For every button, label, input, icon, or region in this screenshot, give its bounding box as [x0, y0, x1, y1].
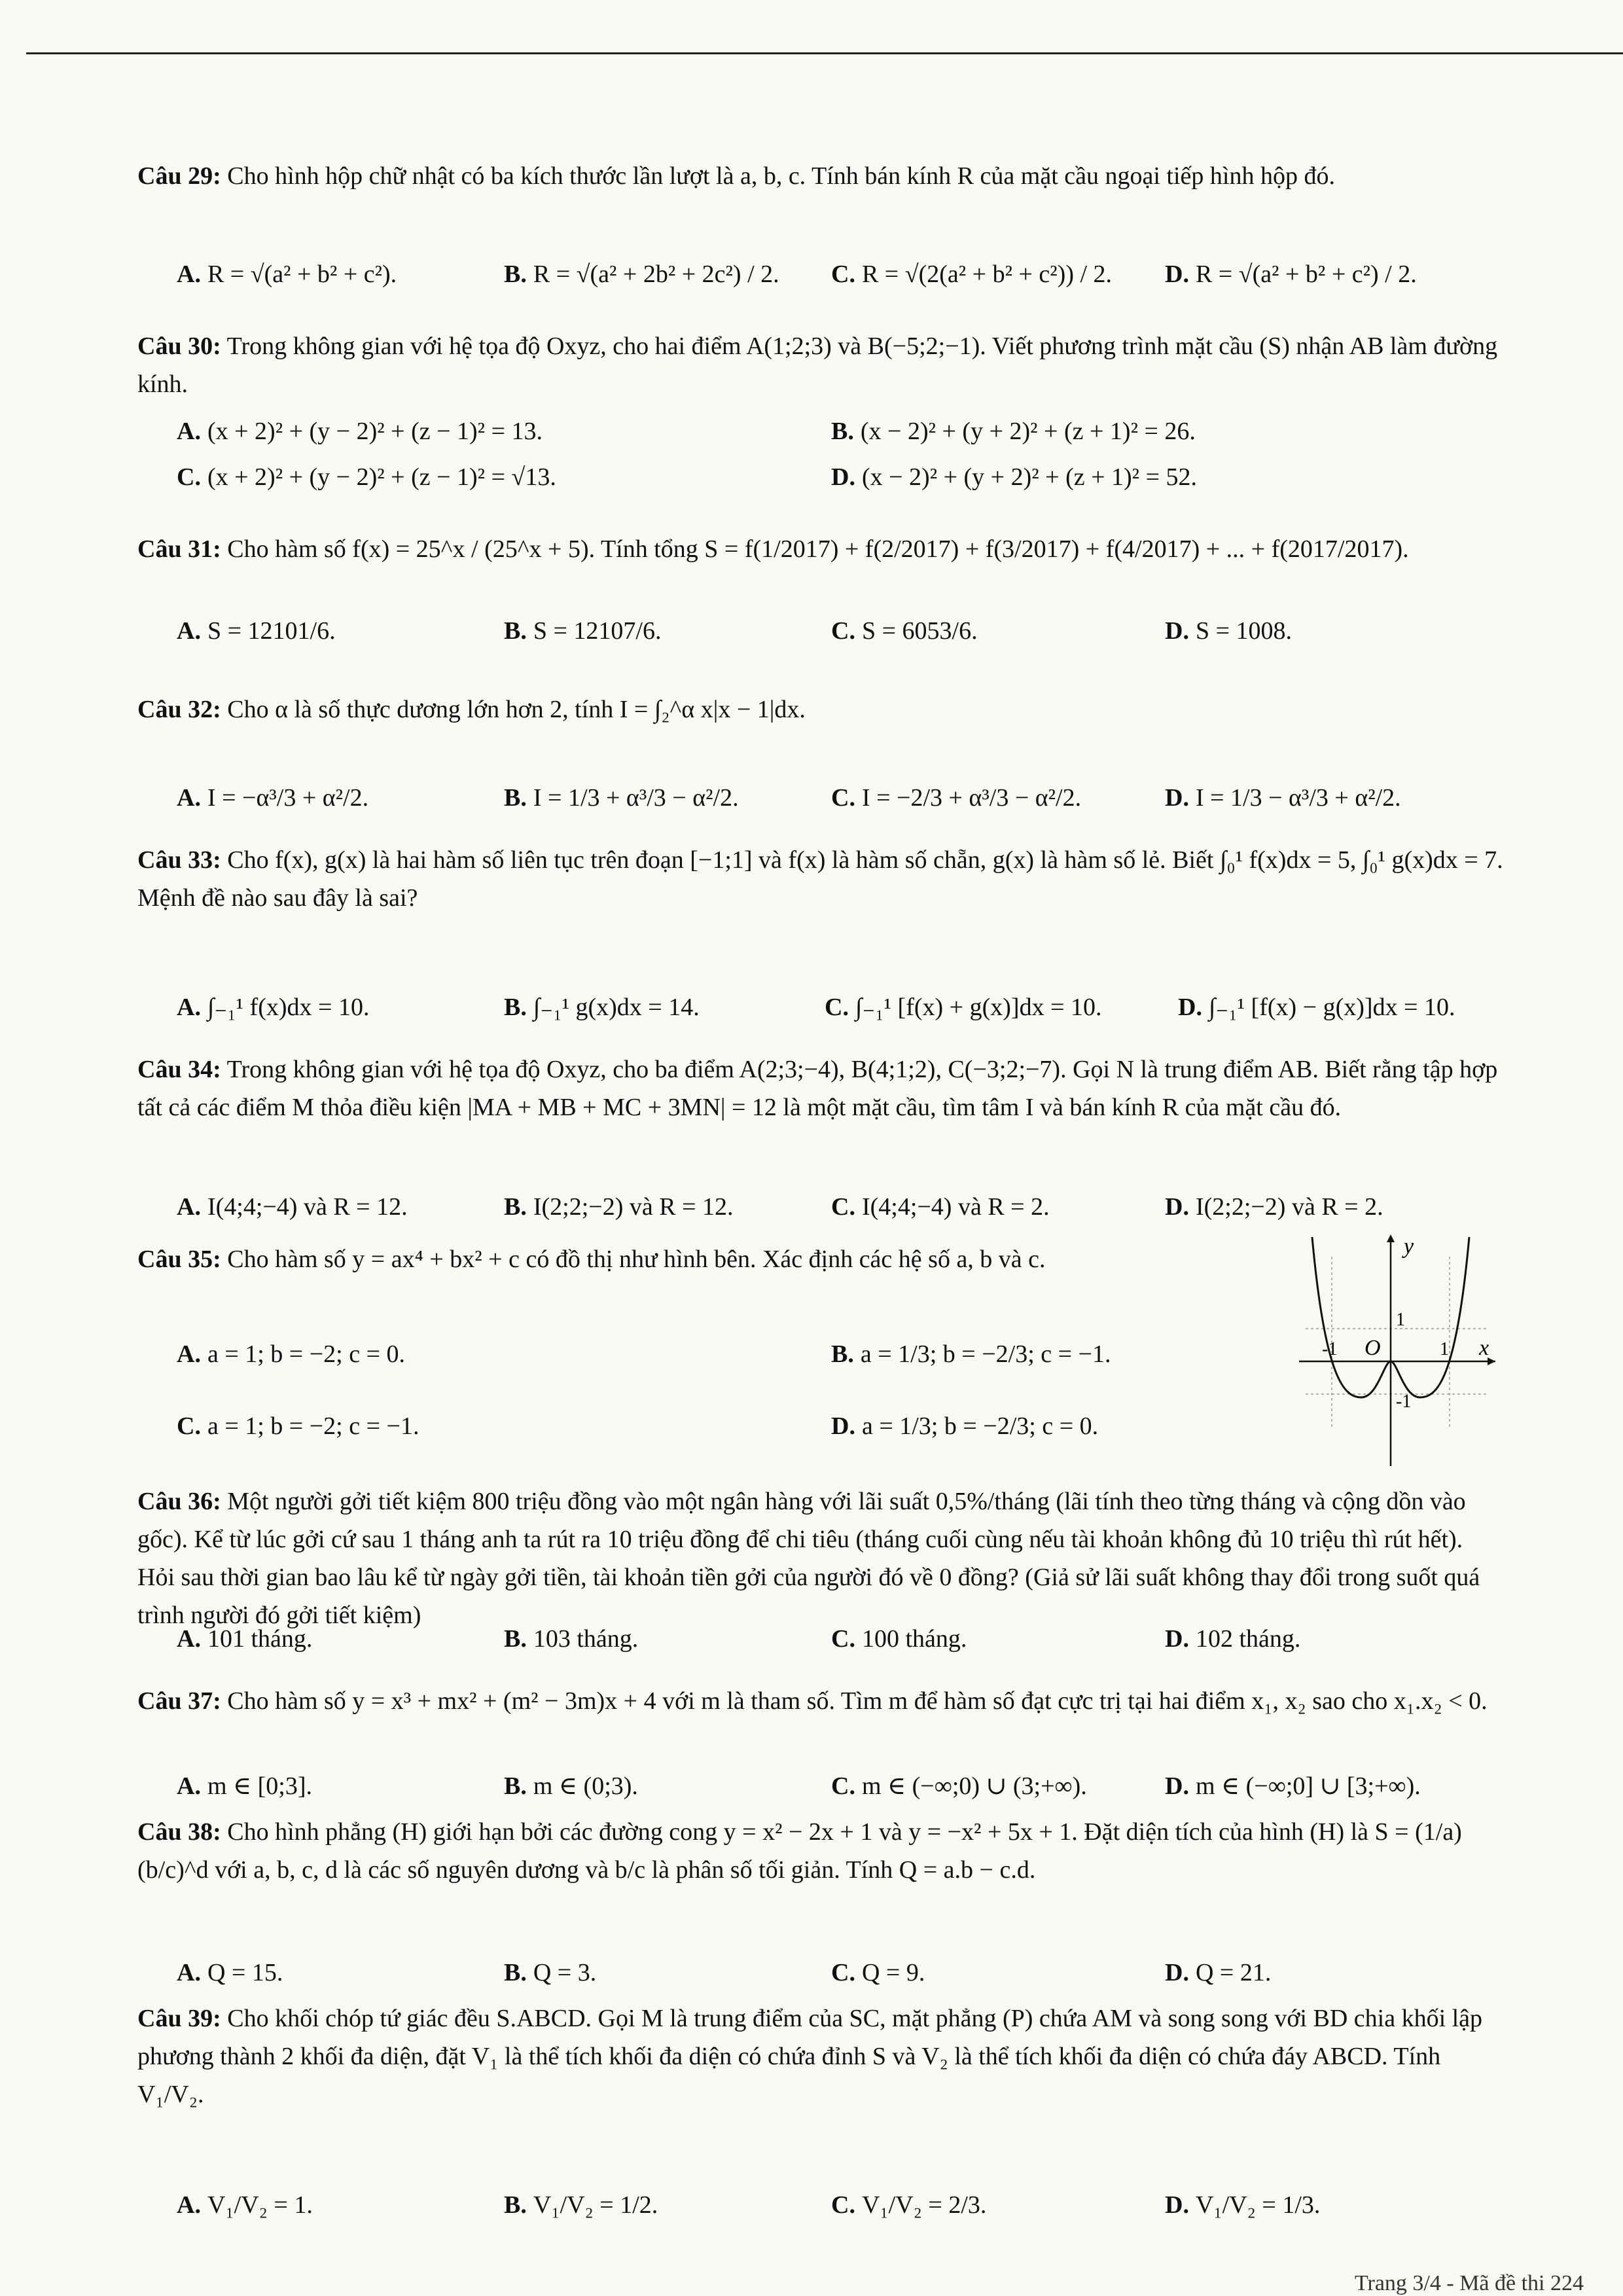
question-label: Câu 31: [137, 535, 221, 563]
option-c[interactable]: C. R = √(2(a² + b² + c²)) / 2. [831, 260, 1113, 288]
tick-neg-one: -1 [1322, 1339, 1338, 1359]
tick-y-one: 1 [1396, 1310, 1405, 1330]
question-35 [137, 1240, 1217, 1278]
question-text: Cho hình hộp chữ nhật có ba kích thước lần lượt là a, b, c. Tính bán kính R của mặt cầu ngoại tiếp hình hộp đó. [227, 162, 1335, 190]
option-b[interactable]: B. I = 1/3 + α³/3 − α²/2. [504, 784, 739, 812]
page-footer: Trang 3/4 - Mã đề thi 224 [1354, 2271, 1584, 2295]
option-b[interactable]: B. m ∈ (0;3). [504, 1772, 638, 1800]
question-37 [137, 1682, 1505, 1720]
option-a[interactable]: A. I(4;4;−4) và R = 12. [177, 1193, 408, 1221]
option-b[interactable]: B. Q = 3. [504, 1959, 597, 1986]
option-b[interactable]: B. ∫₋₁¹ g(x)dx = 14. [504, 994, 700, 1021]
option-a[interactable]: A. Q = 15. [177, 1959, 283, 1986]
option-c[interactable]: C. ∫₋₁¹ [f(x) + g(x)]dx = 10. [825, 994, 1102, 1021]
question-34 [137, 1050, 1505, 1126]
option-a[interactable]: A. V₁/V₂ = 1. [177, 2191, 313, 2219]
option-a[interactable]: A. R = √(a² + b² + c²). [177, 260, 397, 288]
x-axis-label: x [1479, 1336, 1489, 1360]
question-label: Câu 35: [137, 1246, 221, 1273]
option-c[interactable]: C. (x + 2)² + (y − 2)² + (z − 1)² = √13. [177, 463, 556, 491]
option-d[interactable]: D. I(2;2;−2) và R = 2. [1165, 1193, 1383, 1221]
option-a[interactable]: A. ∫₋₁¹ f(x)dx = 10. [177, 994, 370, 1021]
function-graph [1293, 1230, 1502, 1473]
question-30 [137, 327, 1505, 403]
question-label: Câu 34: [137, 1056, 221, 1083]
option-d[interactable]: D. I = 1/3 − α³/3 + α²/2. [1165, 784, 1401, 812]
y-axis-label: y [1404, 1234, 1414, 1259]
question-text: Cho hàm số y = ax⁴ + bx² + c có đồ thị như hình bên. Xác định các hệ số a, b và c. [227, 1246, 1046, 1273]
option-d[interactable]: D. ∫₋₁¹ [f(x) − g(x)]dx = 10. [1178, 994, 1455, 1021]
option-b[interactable]: B. R = √(a² + 2b² + 2c²) / 2. [504, 260, 779, 288]
question-39 [137, 2000, 1505, 2113]
tick-one: 1 [1440, 1339, 1449, 1359]
option-d[interactable]: D. m ∈ (−∞;0] ∪ [3;+∞). [1165, 1772, 1421, 1800]
option-c[interactable]: C. m ∈ (−∞;0) ∪ (3;+∞). [831, 1772, 1087, 1800]
question-label: Câu 29: [137, 162, 221, 190]
option-b[interactable]: B. I(2;2;−2) và R = 12. [504, 1193, 734, 1221]
option-c[interactable]: C. I(4;4;−4) và R = 2. [831, 1193, 1050, 1221]
question-33 [137, 841, 1505, 917]
question-label: Câu 30: [137, 332, 221, 360]
option-a[interactable]: A. 101 tháng. [177, 1625, 313, 1653]
option-d[interactable]: D. R = √(a² + b² + c²) / 2. [1165, 260, 1417, 288]
option-d[interactable]: D. 102 tháng. [1165, 1625, 1301, 1653]
question-text: Cho hình phẳng (H) giới hạn bởi các đường cong y = x² − 2x + 1 và y = −x² + 5x + 1. Đặt diện tích của hình (H) là S = (1/a)(b/c)^d với a, b, c, d là các số nguyên dương và b/c là phân số tối giản. Tính Q = a.b − c.d. [137, 1818, 1462, 1884]
question-label: Câu 33: [137, 846, 221, 874]
question-text: Một người gởi tiết kiệm 800 triệu đồng vào một ngân hàng với lãi suất 0,5%/tháng (lãi tính theo từng tháng và cộng dồn vào gốc). Kể từ lúc gởi cứ sau 1 tháng anh ta rút ra 10 triệu đồng để chi tiêu (tháng cuối cùng nếu tài khoản không đủ 10 triệu thì rút hết). Hỏi sau thời gian bao lâu kể từ ngày gởi tiền, tài khoản tiền gởi của người đó về 0 đồng? (Giả sử lãi suất không thay đổi trong suốt quá trình người đó gởi tiết kiệm) [137, 1488, 1480, 1629]
tick-y-neg-one: -1 [1396, 1391, 1412, 1412]
option-a[interactable]: A. S = 12101/6. [177, 617, 336, 645]
option-b[interactable]: B. a = 1/3; b = −2/3; c = −1. [831, 1340, 1111, 1368]
question-label: Câu 37: [137, 1687, 221, 1715]
option-b[interactable]: B. (x − 2)² + (y + 2)² + (z + 1)² = 26. [831, 418, 1196, 445]
question-text: Cho f(x), g(x) là hai hàm số liên tục trên đoạn [−1;1] và f(x) là hàm số chẵn, g(x) là hàm số lẻ. Biết ∫₀¹ f(x)dx = 5, ∫₀¹ g(x)dx = 7. Mệnh đề nào sau đây là sai? [137, 846, 1503, 912]
option-a[interactable]: A. I = −α³/3 + α²/2. [177, 784, 369, 812]
option-c[interactable]: C. S = 6053/6. [831, 617, 978, 645]
question-38 [137, 1813, 1505, 1889]
question-text: Cho hàm số y = x³ + mx² + (m² − 3m)x + 4 với m là tham số. Tìm m để hàm số đạt cực trị tại hai điểm x₁, x₂ sao cho x₁.x₂ < 0. [227, 1687, 1488, 1715]
option-c[interactable]: C. I = −2/3 + α³/3 − α²/2. [831, 784, 1082, 812]
option-c[interactable]: C. V₁/V₂ = 2/3. [831, 2191, 987, 2219]
option-d[interactable]: D. V₁/V₂ = 1/3. [1165, 2191, 1321, 2219]
option-d[interactable]: D. S = 1008. [1165, 617, 1293, 645]
option-b[interactable]: B. V₁/V₂ = 1/2. [504, 2191, 658, 2219]
question-32 [137, 691, 1505, 728]
option-c[interactable]: C. 100 tháng. [831, 1625, 967, 1653]
origin-label: O [1364, 1336, 1381, 1360]
question-text: Trong không gian với hệ tọa độ Oxyz, cho hai điểm A(1;2;3) và B(−5;2;−1). Viết phương trình mặt cầu (S) nhận AB làm đường kính. [137, 332, 1498, 398]
option-a[interactable]: A. m ∈ [0;3]. [177, 1772, 313, 1800]
option-a[interactable]: A. a = 1; b = −2; c = 0. [177, 1340, 406, 1368]
option-b[interactable]: B. S = 12107/6. [504, 617, 662, 645]
option-d[interactable]: D. a = 1/3; b = −2/3; c = 0. [831, 1412, 1099, 1440]
question-36 [137, 1482, 1505, 1634]
question-label: Câu 36: [137, 1488, 221, 1515]
question-29 [137, 157, 1505, 195]
option-a[interactable]: A. (x + 2)² + (y − 2)² + (z − 1)² = 13. [177, 418, 543, 445]
question-label: Câu 39: [137, 2005, 221, 2032]
question-text: Trong không gian với hệ tọa độ Oxyz, cho ba điểm A(2;3;−4), B(4;1;2), C(−3;2;−7). Gọi N là trung điểm AB. Biết rằng tập hợp tất cả các điểm M thỏa điều kiện |MA + MB + MC + 3MN| = 12 là một mặt cầu, tìm tâm I và bán kính R của mặt cầu đó. [137, 1056, 1498, 1121]
top-rule [26, 52, 1623, 54]
option-b[interactable]: B. 103 tháng. [504, 1625, 639, 1653]
question-text: Cho khối chóp tứ giác đều S.ABCD. Gọi M là trung điểm của SC, mặt phẳng (P) chứa AM và song song với BD chia khối lập phương thành 2 khối đa diện, đặt V₁ là thể tích khối đa diện có chứa đỉnh S và V₂ là thể tích khối đa diện có chứa đáy ABCD. Tính V₁/V₂. [137, 2005, 1483, 2108]
option-c[interactable]: C. a = 1; b = −2; c = −1. [177, 1412, 419, 1440]
question-text: Cho α là số thực dương lớn hơn 2, tính I = ∫₂^α x|x − 1|dx. [227, 696, 806, 723]
question-label: Câu 38: [137, 1818, 221, 1846]
option-d[interactable]: D. Q = 21. [1165, 1959, 1272, 1986]
question-31 [137, 530, 1505, 568]
question-text: Cho hàm số f(x) = 25^x / (25^x + 5). Tính tổng S = f(1/2017) + f(2/2017) + f(3/2017) + f(4/2017) + ... + f(2017/2017). [227, 535, 1409, 563]
question-label: Câu 32: [137, 696, 221, 723]
option-c[interactable]: C. Q = 9. [831, 1959, 925, 1986]
option-d[interactable]: D. (x − 2)² + (y + 2)² + (z + 1)² = 52. [831, 463, 1198, 491]
